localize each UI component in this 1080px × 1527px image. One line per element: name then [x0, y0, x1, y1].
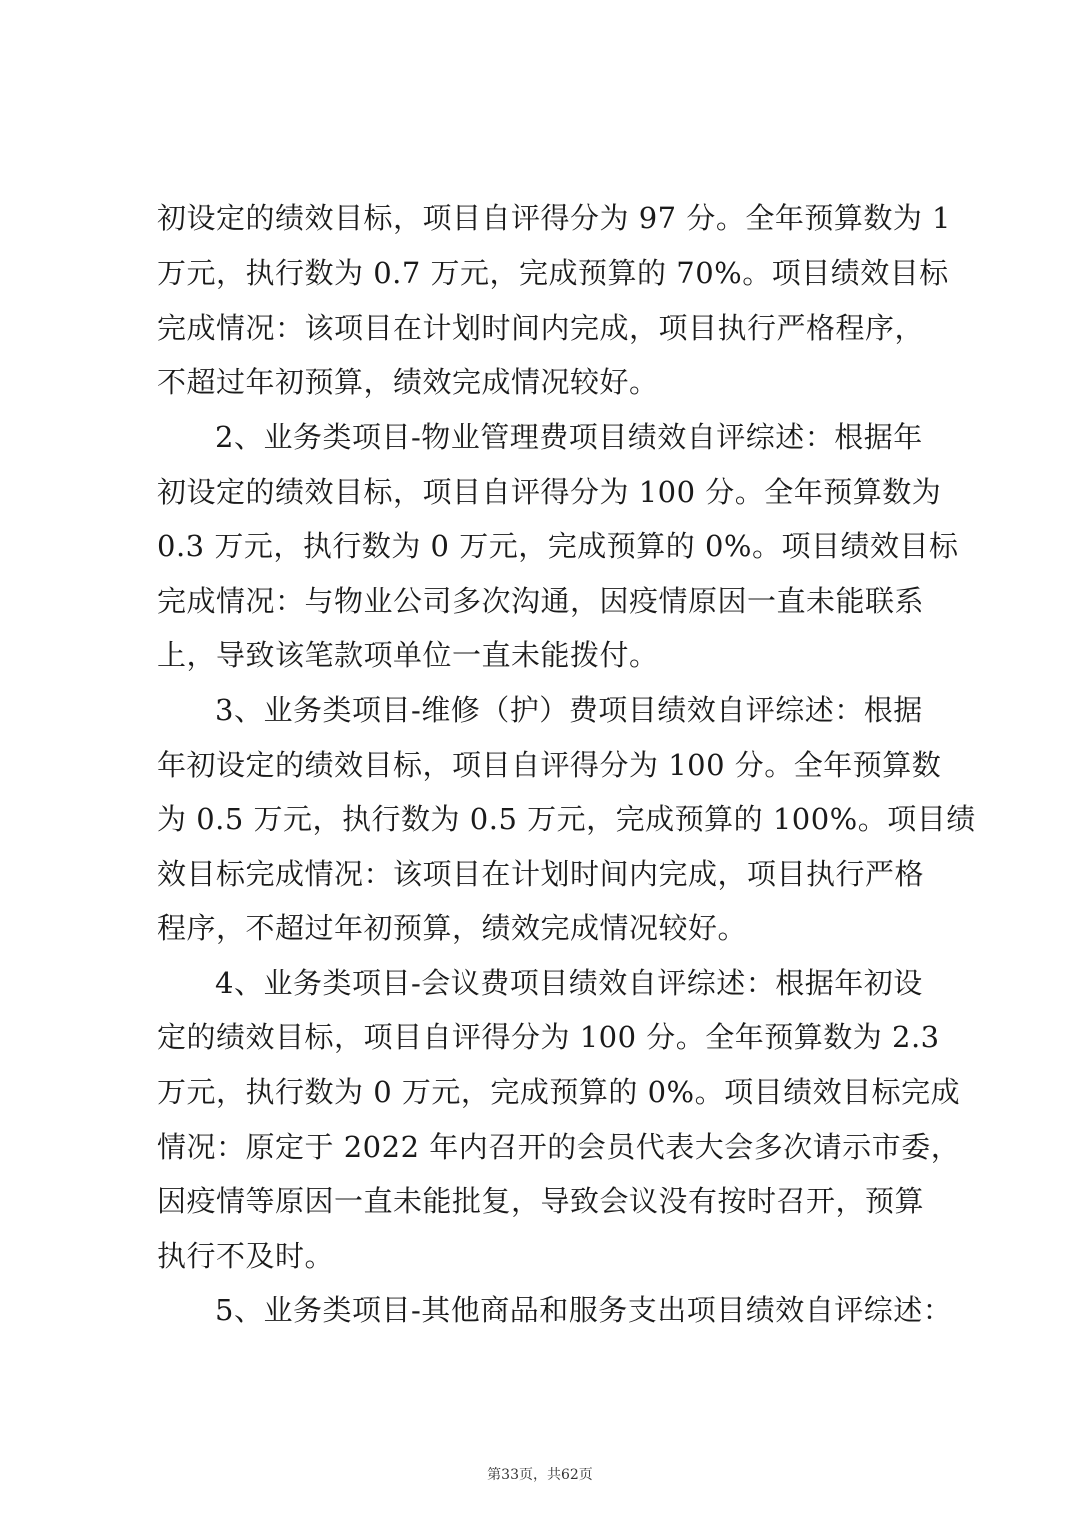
paragraph-heading-5: 5、业务类项目-其他商品和服务支出项目绩效自评综述： [215, 1293, 953, 1327]
paragraph-heading-4: 4、业务类项目-会议费项目绩效自评综述：根据年初设 [215, 966, 923, 1000]
text-line: 0.3 万元，执行数为 0 万元，完成预算的 0%。项目绩效目标 [157, 529, 959, 563]
text-line: 为 0.5 万元，执行数为 0.5 万元，完成预算的 100%。项目绩 [157, 802, 976, 836]
page-number-footer: 第33页，共62页 [487, 1467, 593, 1483]
text-line: 情况：原定于 2022 年内召开的会员代表大会多次请示市委， [157, 1130, 961, 1164]
text-line: 万元，执行数为 0.7 万元，完成预算的 70%。项目绩效目标 [157, 256, 949, 290]
paragraph-heading-3: 3、业务类项目-维修（护）费项目绩效自评综述：根据 [215, 693, 923, 727]
text-line: 不超过年初预算，绩效完成情况较好。 [157, 365, 659, 399]
text-line: 因疫情等原因一直未能批复，导致会议没有按时召开，预算 [157, 1184, 925, 1218]
text-line: 定的绩效目标，项目自评得分为 100 分。全年预算数为 2.3 [157, 1020, 940, 1054]
paragraph-heading-2: 2、业务类项目-物业管理费项目绩效自评综述：根据年 [215, 420, 923, 454]
text-line: 完成情况：该项目在计划时间内完成，项目执行严格程序， [157, 311, 925, 345]
text-line: 上，导致该笔款项单位一直未能拨付。 [157, 638, 659, 672]
text-line: 效目标完成情况：该项目在计划时间内完成，项目执行严格 [157, 857, 925, 891]
text-line: 初设定的绩效目标，项目自评得分为 100 分。全年预算数为 [157, 475, 942, 509]
text-line: 初设定的绩效目标，项目自评得分为 97 分。全年预算数为 1 [157, 201, 952, 235]
text-line: 程序，不超过年初预算，绩效完成情况较好。 [157, 911, 748, 945]
text-line: 年初设定的绩效目标，项目自评得分为 100 分。全年预算数 [157, 748, 942, 782]
text-line: 万元，执行数为 0 万元，完成预算的 0%。项目绩效目标完成 [157, 1075, 961, 1109]
text-line: 完成情况：与物业公司多次沟通，因疫情原因一直未能联系 [157, 584, 925, 618]
text-line: 执行不及时。 [157, 1239, 335, 1273]
